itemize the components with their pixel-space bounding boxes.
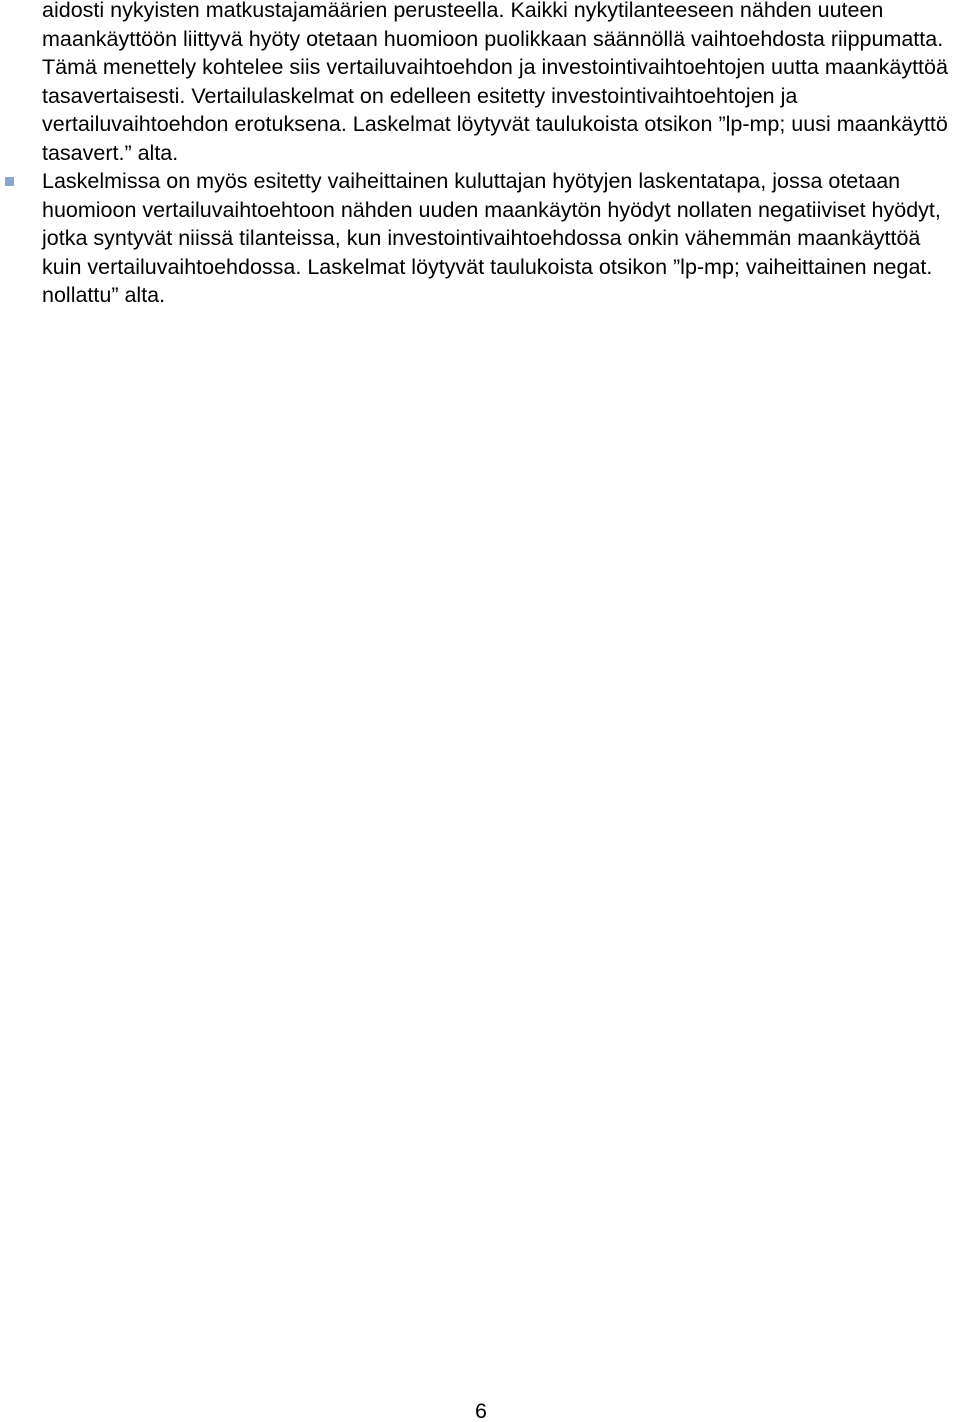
text-line: tasavert.” alta. [42, 140, 179, 165]
text-line: Tämä menettely kohtelee siis vertailuvaihtoehdon ja investointivaihtoehtojen uutta maankäyttöä [42, 55, 948, 79]
text-line: Laskelmissa on myös esitetty vaiheittainen kuluttajan hyötyjen laskentatapa, jossa otetaan [42, 169, 901, 193]
text-line: tasavertaisesti. Vertailulaskelmat on edelleen esitetty investointivaihtoehtojen ja [42, 83, 798, 108]
text-line: maankäyttöön liittyvä hyöty otetaan huomioon puolikkaan säännöllä vaihtoehdosta riippumatta. [42, 26, 944, 51]
bullet-paragraph [0, 167, 960, 310]
text-line: huomioon vertailuvaihtoehtoon nähden uuden maankäytön hyödyt nollaten negatiiviset hyödyt, [42, 197, 941, 222]
text-line: aidosti nykyisten matkustajamäärien perusteella. Kaikki nykytilanteeseen nähden uuteen [42, 0, 884, 22]
square-bullet-icon [5, 177, 14, 186]
text-line: jotka syntyvät niissä tilanteissa, kun investointivaihtoehdossa onkin vähemmän maankäyttöä [42, 226, 921, 250]
page-number: 6 [475, 1399, 487, 1422]
paragraph-continued [0, 0, 960, 167]
text-line: kuin vertailuvaihtoehdossa. Laskelmat löytyvät taulukoista otsikon ”lp-mp; vaiheittainen negat. [42, 254, 933, 279]
text-line: vertailuvaihtoehdon erotuksena. Laskelmat löytyvät taulukoista otsikon ”lp-mp; uusi maankäyttö [42, 112, 948, 136]
body-text [0, 0, 960, 310]
text-line: nollattu” alta. [42, 283, 166, 307]
